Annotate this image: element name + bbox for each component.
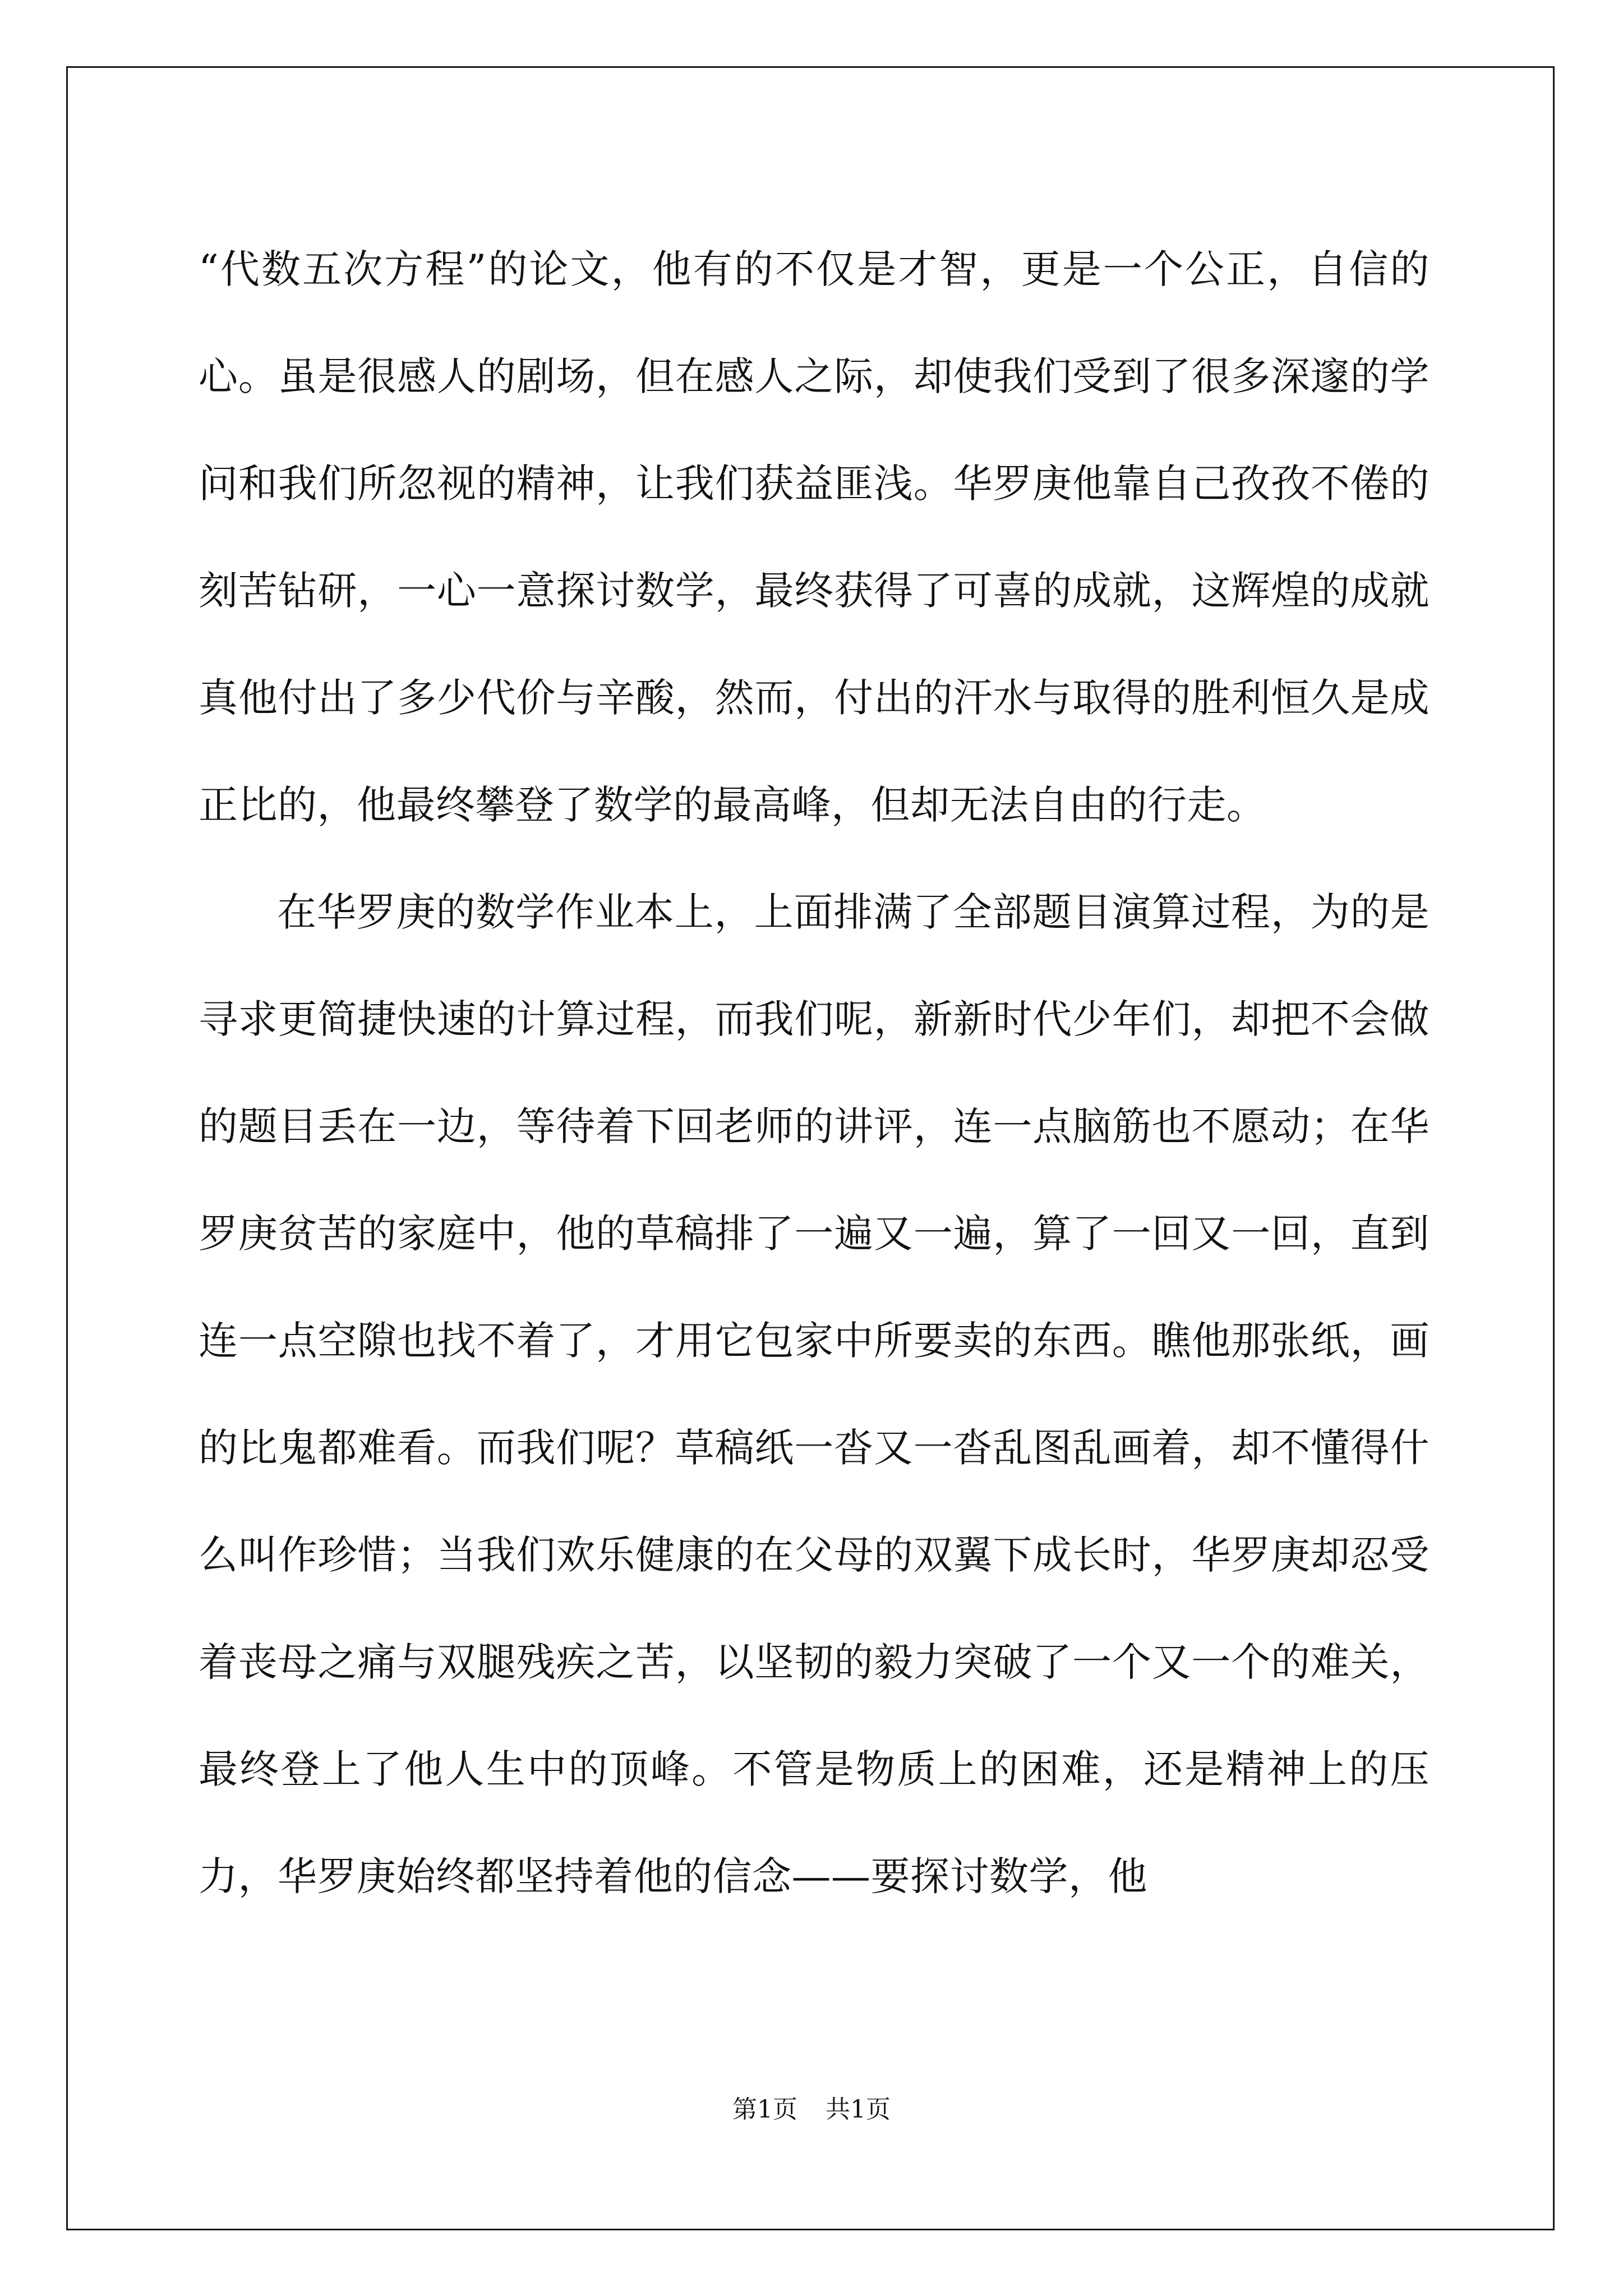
document-body — [199, 216, 1430, 1930]
page-footer — [0, 2093, 1623, 2127]
paragraph-1: “代数五次方程”的论文，他有的不仅是才智，更是一个公正，自信的心。虽是很感人的剧场，但在感人之际，却使我们受到了很多深邃的学问和我们所忽视的精神，让我们获益匪浅。华罗庚他靠自己孜孜不倦的刻苦钻研，一心一意探讨数学，最终获得了可喜的成就，这辉煌的成就真他付出了多少代价与辛酸，然而，付出的汗水与取得的胜利恒久是成正比的，他最终攀登了数学的最高峰，但却无法自由的行走。 — [199, 246, 1430, 828]
page-total: 共1页 — [826, 2095, 891, 2124]
page-number: 第1页 — [732, 2095, 797, 2124]
paragraph-2: 在华罗庚的数学作业本上，上面排满了全部题目演算过程，为的是寻求更简捷快速的计算过程，而我们呢，新新时代少年们，却把不会做的题目丢在一边，等待着下回老师的讲评，连一点脑筋也不愿动；在华罗庚贫苦的家庭中，他的草稿排了一遍又一遍，算了一回又一回，直到连一点空隙也找不着了，才用它包家中所要卖的东西。瞧他那张纸，画的比鬼都难看。而我们呢？草稿纸一沓又一沓乱图乱画着，却不懂得什么叫作珍惜；当我们欢乐健康的在父母的双翼下成长时，华罗庚却忍受着丧母之痛与双腿残疾之苦，以坚韧的毅力突破了一个又一个的难关，最终登上了他人生中的顶峰。不管是物质上的困难，还是精神上的压力，华罗庚始终都坚持着他的信念——要探讨数学，他 — [199, 889, 1430, 1899]
